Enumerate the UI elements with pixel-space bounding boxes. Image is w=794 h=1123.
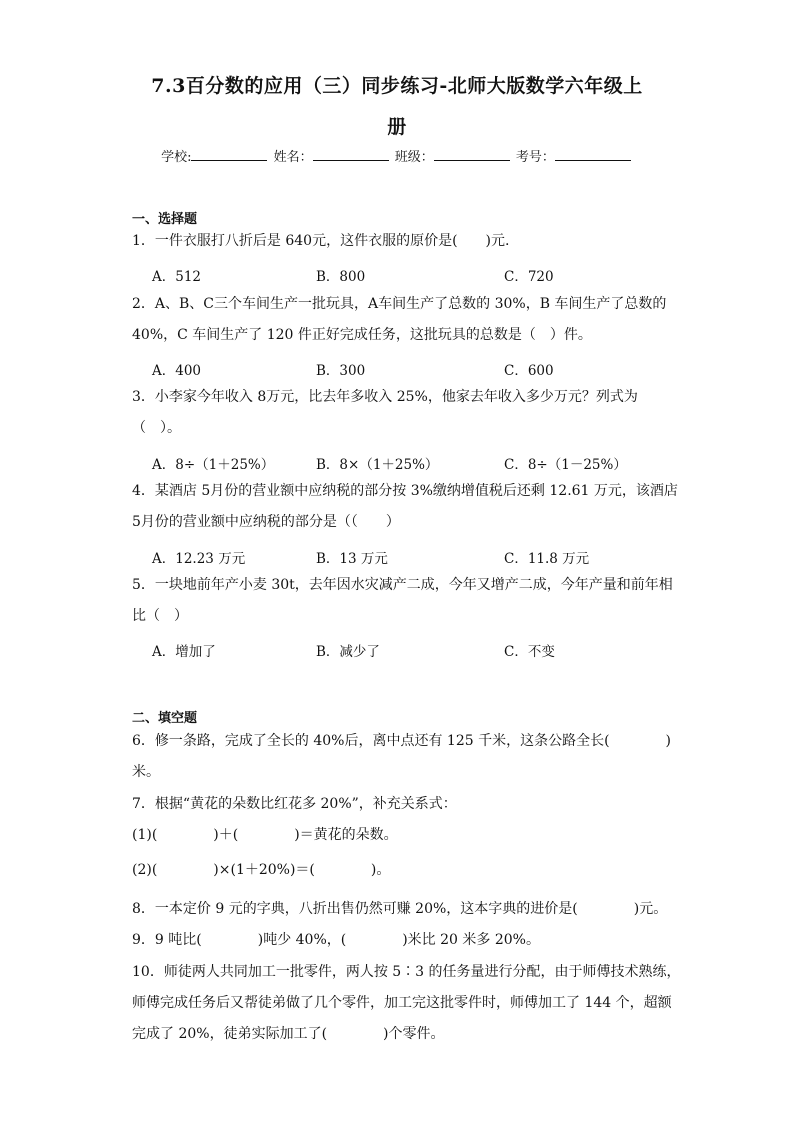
- option-a[interactable]: A．400: [152, 363, 202, 379]
- question-9: 9．9 吨比( )吨少 40%，( )米比 20 米多 20%。: [132, 932, 540, 948]
- exam-number-label: 考号：: [515, 150, 555, 165]
- question-2-stem-line1: 2．A、B、C三个车间生产一批玩具，A车间生产了总数的 30%，B 车间生产了总数的: [132, 296, 667, 312]
- question-7-stem: 7．根据“黄花的朵数比红花多 20%”，补充关系式：: [132, 796, 457, 812]
- option-c[interactable]: C．600: [504, 363, 554, 379]
- option-b[interactable]: B．减少了: [316, 644, 380, 660]
- section-heading-choice: 一、选择题: [132, 212, 198, 227]
- option-c[interactable]: C．11.8 万元: [504, 551, 590, 567]
- option-a[interactable]: A．8÷（1＋25%）: [152, 457, 275, 473]
- school-label: 学校:: [161, 150, 192, 165]
- option-b[interactable]: B．800: [316, 269, 366, 285]
- option-b[interactable]: B．13 万元: [316, 551, 388, 567]
- page-title-continued: 册: [387, 116, 407, 138]
- option-b[interactable]: B．300: [316, 363, 366, 379]
- class-label: 班级：: [394, 150, 434, 165]
- school-blank[interactable]: [191, 148, 267, 161]
- option-a[interactable]: A．增加了: [152, 644, 216, 660]
- option-b[interactable]: B．8×（1＋25%）: [316, 457, 439, 473]
- question-4-stem-line1: 4．某酒店 5月份的营业额中应纳税的部分按 3%缴纳增值税后还剩 12.61 万元，该酒店: [132, 483, 678, 499]
- question-6-line2: 米。: [132, 764, 160, 780]
- question-10-line2: 师傅完成任务后又帮徒弟做了几个零件，加工完这批零件时，师傅加工了 144 个，超额: [132, 995, 672, 1011]
- page-title: 7.3百分数的应用（三）同步练习-北师大版数学六年级上: [151, 75, 643, 97]
- question-10-line1: 10．师徒两人共同加工一批零件，两人按 5∶3 的任务量进行分配，由于师傅技术熟练，: [132, 964, 681, 980]
- question-2-stem-line2: 40%，C 车间生产了 120 件正好完成任务，这批玩具的总数是（ ）件。: [132, 327, 592, 343]
- section-heading-fill-blank: 二、填空题: [132, 711, 198, 726]
- class-blank[interactable]: [434, 148, 510, 161]
- question-3-stem-line1: 3．小李家今年收入 8万元，比去年多收入 25%，他家去年收入多少万元？列式为: [132, 389, 638, 405]
- question-10-line3: 完成了 20%，徒弟实际加工了( )个零件。: [132, 1026, 445, 1042]
- question-3-stem-line2: （ ）。: [132, 420, 181, 436]
- question-7-sub1: (1)( )＋( )＝黄花的朵数。: [132, 827, 398, 843]
- question-6-line1: 6．修一条路，完成了全长的 40%后，离中点还有 125 千米，这条公路全长( ): [132, 733, 672, 749]
- option-c[interactable]: C．不变: [504, 644, 555, 660]
- question-1-stem: 1．一件衣服打八折后是 640元，这件衣服的原价是( )元.: [132, 233, 510, 249]
- name-blank[interactable]: [313, 148, 389, 161]
- question-7-sub2: (2)( )×(1＋20%)＝( )。: [132, 862, 391, 878]
- option-a[interactable]: A．12.23 万元: [152, 551, 246, 567]
- option-c[interactable]: C．720: [504, 269, 554, 285]
- exam-number-blank[interactable]: [555, 148, 631, 161]
- question-5-stem-line2: 比（ ）: [132, 608, 188, 624]
- question-5-stem-line1: 5．一块地前年产小麦 30t，去年因水灾减产二成，今年又增产二成，今年产量和前年相: [132, 577, 673, 593]
- option-c[interactable]: C．8÷（1－25%）: [504, 457, 627, 473]
- student-info-row: [0, 146, 794, 165]
- question-8: 8．一本定价 9 元的字典，八折出售仍然可赚 20%，这本字典的进价是( )元。: [132, 901, 668, 917]
- option-a[interactable]: A．512: [152, 269, 202, 285]
- question-4-stem-line2: 5月份的营业额中应纳税的部分是（（ ）: [132, 514, 400, 530]
- name-label: 姓名：: [273, 150, 313, 165]
